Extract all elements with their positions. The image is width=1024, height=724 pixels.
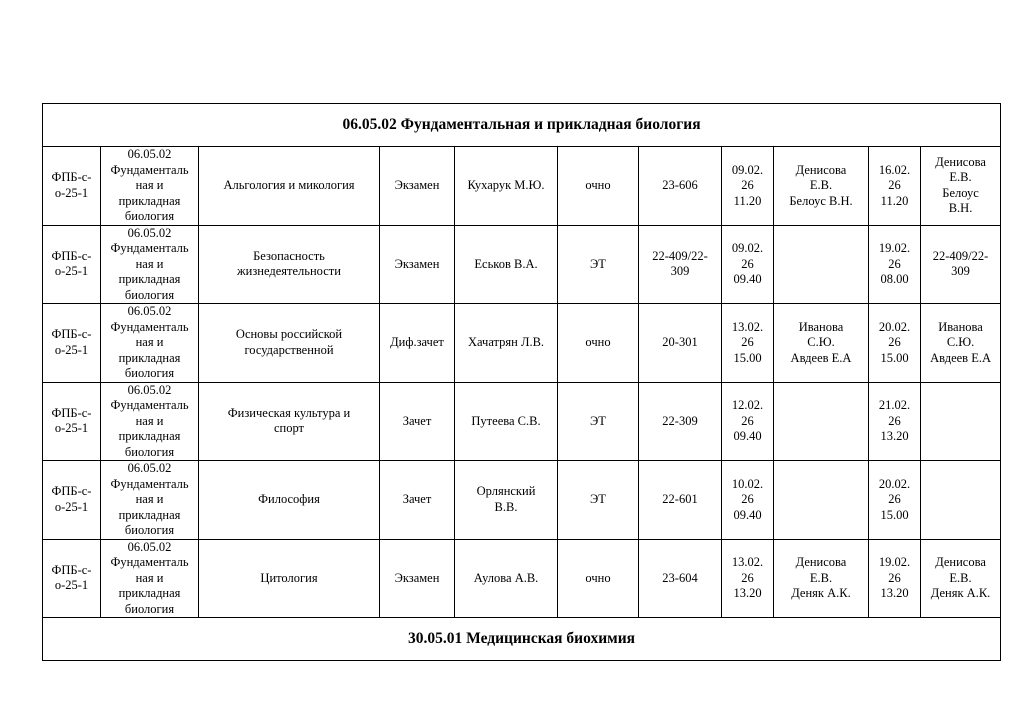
section-title-top: 06.05.02 Фундаментальная и прикладная биология bbox=[43, 104, 1001, 147]
specialty-cell: 06.05.02 Фундаменталь ная и прикладная биология bbox=[101, 304, 199, 383]
retake-date-cell: 20.02. 26 15.00 bbox=[869, 304, 921, 383]
teacher-cell: Аулова А.В. bbox=[455, 539, 558, 618]
teacher-cell: Путеева С.В. bbox=[455, 382, 558, 461]
table-row bbox=[43, 304, 1001, 383]
subject-cell: Философия bbox=[199, 461, 380, 540]
exam-date-cell: 10.02. 26 09.40 bbox=[722, 461, 774, 540]
exam-date-cell: 13.02. 26 13.20 bbox=[722, 539, 774, 618]
table-row bbox=[43, 461, 1001, 540]
commission-cell: Денисова Е.В. Белоус В.Н. bbox=[774, 147, 869, 226]
room-cell: 23-606 bbox=[639, 147, 722, 226]
specialty-cell: 06.05.02 Фундаменталь ная и прикладная биология bbox=[101, 461, 199, 540]
room-cell: 22-601 bbox=[639, 461, 722, 540]
room-cell: 22-309 bbox=[639, 382, 722, 461]
table-row bbox=[43, 539, 1001, 618]
group-cell: ФПБ-с- о-25-1 bbox=[43, 147, 101, 226]
subject-cell: Цитология bbox=[199, 539, 380, 618]
commission-cell bbox=[774, 382, 869, 461]
retake-date-cell: 19.02. 26 08.00 bbox=[869, 225, 921, 304]
exam-date-cell: 13.02. 26 15.00 bbox=[722, 304, 774, 383]
study-form-cell: очно bbox=[558, 539, 639, 618]
exam-date-cell: 09.02. 26 11.20 bbox=[722, 147, 774, 226]
study-form-cell: ЭТ bbox=[558, 461, 639, 540]
room-cell: 23-604 bbox=[639, 539, 722, 618]
commission-cell: Денисова Е.В. Деняк А.К. bbox=[774, 539, 869, 618]
commission-cell bbox=[774, 461, 869, 540]
specialty-cell: 06.05.02 Фундаменталь ная и прикладная биология bbox=[101, 382, 199, 461]
exam-date-cell: 09.02. 26 09.40 bbox=[722, 225, 774, 304]
retake-date-cell: 16.02. 26 11.20 bbox=[869, 147, 921, 226]
teacher-cell: Хачатрян Л.В. bbox=[455, 304, 558, 383]
table-row bbox=[43, 382, 1001, 461]
assessment-type-cell: Диф.зачет bbox=[380, 304, 455, 383]
retake-commission-cell: 22-409/22- 309 bbox=[921, 225, 1001, 304]
schedule-table bbox=[42, 103, 1001, 661]
study-form-cell: ЭТ bbox=[558, 382, 639, 461]
room-cell: 22-409/22- 309 bbox=[639, 225, 722, 304]
room-cell: 20-301 bbox=[639, 304, 722, 383]
teacher-cell: Еськов В.А. bbox=[455, 225, 558, 304]
assessment-type-cell: Зачет bbox=[380, 382, 455, 461]
specialty-cell: 06.05.02 Фундаменталь ная и прикладная биология bbox=[101, 225, 199, 304]
group-cell: ФПБ-с- о-25-1 bbox=[43, 225, 101, 304]
group-cell: ФПБ-с- о-25-1 bbox=[43, 382, 101, 461]
retake-commission-cell: Денисова Е.В. Деняк А.К. bbox=[921, 539, 1001, 618]
table-row bbox=[43, 225, 1001, 304]
retake-date-cell: 21.02. 26 13.20 bbox=[869, 382, 921, 461]
assessment-type-cell: Зачет bbox=[380, 461, 455, 540]
group-cell: ФПБ-с- о-25-1 bbox=[43, 539, 101, 618]
specialty-cell: 06.05.02 Фундаменталь ная и прикладная биология bbox=[101, 147, 199, 226]
assessment-type-cell: Экзамен bbox=[380, 225, 455, 304]
subject-cell: Безопасность жизнедеятельности bbox=[199, 225, 380, 304]
assessment-type-cell: Экзамен bbox=[380, 539, 455, 618]
group-cell: ФПБ-с- о-25-1 bbox=[43, 304, 101, 383]
study-form-cell: очно bbox=[558, 147, 639, 226]
group-cell: ФПБ-с- о-25-1 bbox=[43, 461, 101, 540]
retake-commission-cell bbox=[921, 461, 1001, 540]
assessment-type-cell: Экзамен bbox=[380, 147, 455, 226]
subject-cell: Альгология и микология bbox=[199, 147, 380, 226]
subject-cell: Физическая культура и спорт bbox=[199, 382, 380, 461]
retake-date-cell: 20.02. 26 15.00 bbox=[869, 461, 921, 540]
teacher-cell: Орлянский В.В. bbox=[455, 461, 558, 540]
retake-commission-cell: Денисова Е.В. Белоус В.Н. bbox=[921, 147, 1001, 226]
study-form-cell: очно bbox=[558, 304, 639, 383]
commission-cell: Иванова С.Ю. Авдеев Е.А bbox=[774, 304, 869, 383]
commission-cell bbox=[774, 225, 869, 304]
specialty-cell: 06.05.02 Фундаменталь ная и прикладная биология bbox=[101, 539, 199, 618]
study-form-cell: ЭТ bbox=[558, 225, 639, 304]
retake-date-cell: 19.02. 26 13.20 bbox=[869, 539, 921, 618]
teacher-cell: Кухарук М.Ю. bbox=[455, 147, 558, 226]
retake-commission-cell: Иванова С.Ю. Авдеев Е.А bbox=[921, 304, 1001, 383]
exam-date-cell: 12.02. 26 09.40 bbox=[722, 382, 774, 461]
retake-commission-cell bbox=[921, 382, 1001, 461]
subject-cell: Основы российской государственной bbox=[199, 304, 380, 383]
table-row bbox=[43, 147, 1001, 226]
section-title-bottom: 30.05.01 Медицинская биохимия bbox=[43, 618, 1001, 661]
